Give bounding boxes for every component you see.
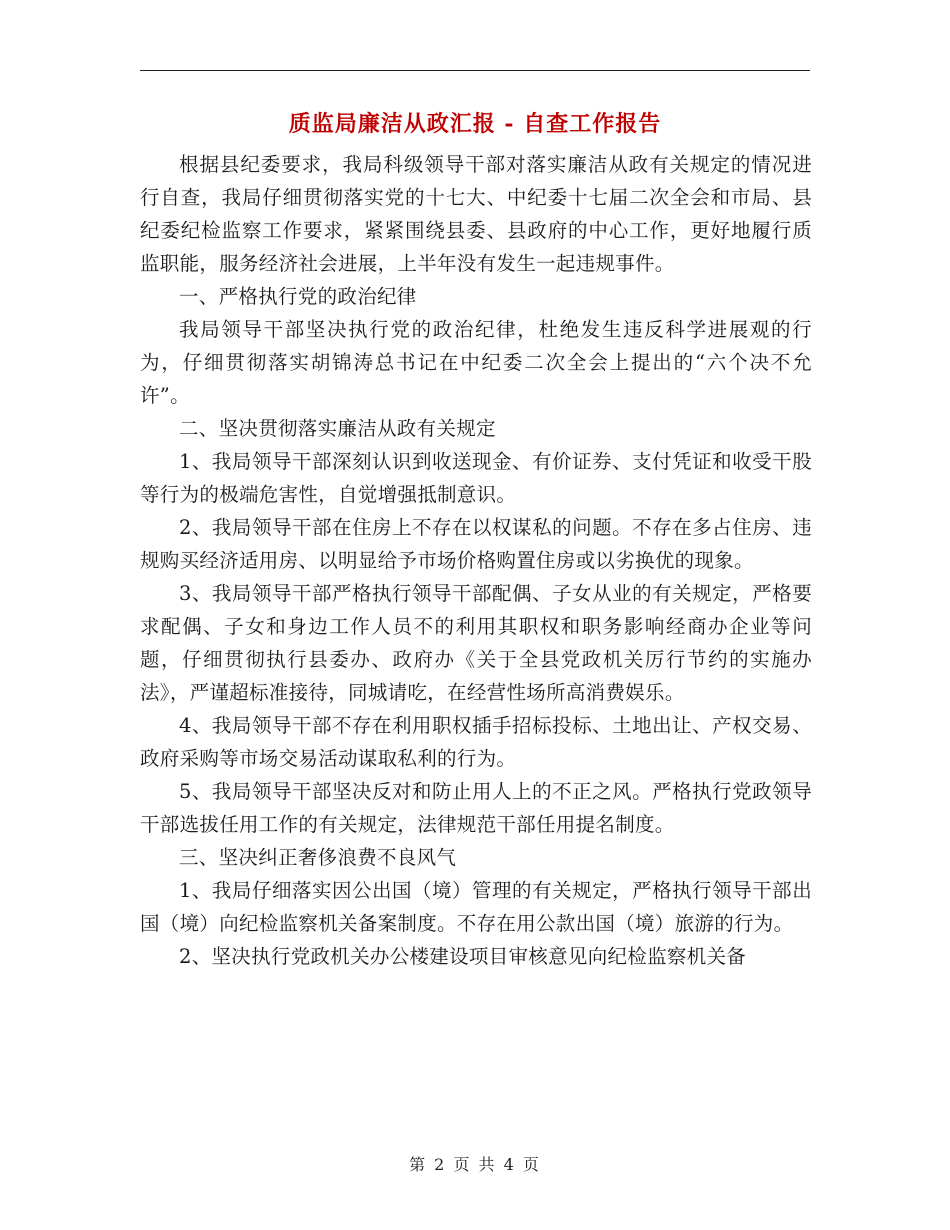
paragraph-intro: 根据县纪委要求，我局科级领导干部对落实廉洁从政有关规定的情况进行自查，我局仔细贯彻落实党的十七大、中纪委十七届二次全会和市局、县纪委纪检监察工作要求，紧紧围绕县委、县政府的中心工作，更好地履行质监职能，服务经济社会进展，上半年没有发生一起违规事件。: [140, 153, 812, 275]
section-heading-3: 三、坚决纠正奢侈浪费不良风气: [179, 846, 457, 869]
section-heading-2: 二、坚决贯彻落实廉洁从政有关规定: [179, 417, 496, 440]
paragraph: 4、我局领导干部不存在利用职权插手招标投标、土地出让、产权交易、政府采购等市场交易活动谋取私利的行为。: [140, 714, 812, 770]
paragraph: 2、我局领导干部在住房上不存在以权谋私的问题。不存在多占住房、违规购买经济适用房、以明显给予市场价格购置住房或以劣换优的现象。: [140, 516, 812, 572]
paragraph: 1、我局仔细落实因公出国（境）管理的有关规定，严格执行领导干部出国（境）向纪检监察机关备案制度。不存在用公款出国（境）旅游的行为。: [140, 879, 812, 935]
paragraph: 5、我局领导干部坚决反对和防止用人上的不正之风。严格执行党政领导干部选拔任用工作的有关规定，法律规范干部任用提名制度。: [140, 780, 812, 836]
paragraph: 我局领导干部坚决执行党的政治纪律，杜绝发生违反科学进展观的行为，仔细贯彻落实胡锦涛总书记在中纪委二次全会上提出的“六个决不允许”。: [140, 318, 812, 407]
document-body: [140, 148, 812, 973]
document-title: 质监局廉洁从政汇报 - 自查工作报告: [288, 111, 662, 137]
paragraph: 2、坚决执行党政机关办公楼建设项目审核意见向纪检监察机关备: [179, 945, 747, 968]
header-rule: [140, 70, 810, 71]
paragraph: 3、我局领导干部严格执行领导干部配偶、子女从业的有关规定，严格要求配偶、子女和身边工作人员不的利用其职权和职务影响经商办企业等问题，仔细贯彻执行县委办、政府办《关于全县党政机关厉行节约的实施办法》，严谨超标准接待，同城请吃，在经营性场所高消费娱乐。: [140, 582, 812, 704]
section-heading-1: 一、严格执行党的政治纪律: [179, 285, 417, 308]
page-number: 第 2 页 共 4 页: [409, 1155, 541, 1174]
paragraph: 1、我局领导干部深刻认识到收送现金、有价证券、支付凭证和收受干股等行为的极端危害性，自觉增强抵制意识。: [140, 450, 812, 506]
